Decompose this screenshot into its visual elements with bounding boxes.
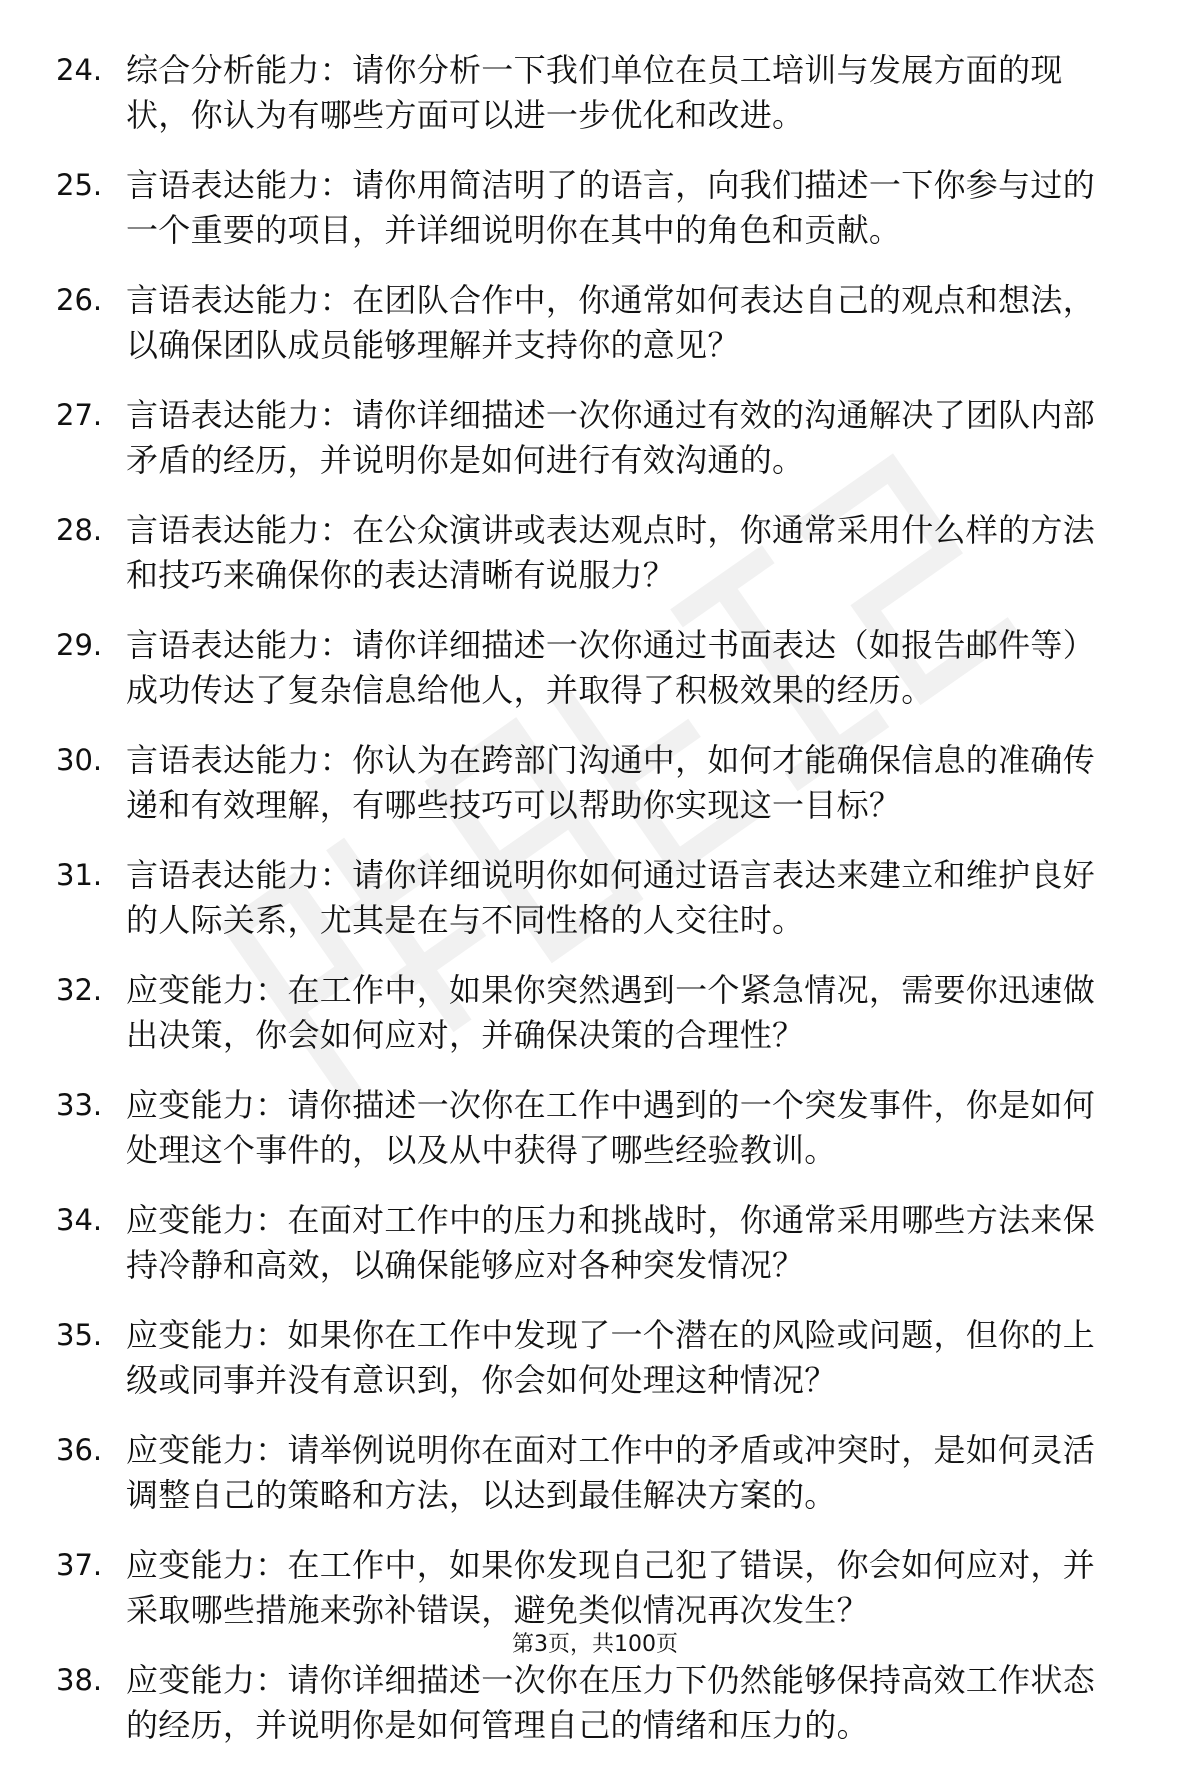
- question-text: 应变能力：请你详细描述一次你在压力下仍然能够保持高效工作状态的经历，并说明你是如何管理自己的情绪和压力的。: [126, 1661, 1096, 1744]
- question-text: 应变能力：在工作中，如果你突然遇到一个紧急情况，需要你迅速做出决策，你会如何应对，并确保决策的合理性？: [126, 971, 1096, 1054]
- question-number: 37.: [56, 1548, 103, 1582]
- question-item: [56, 163, 1116, 278]
- question-number: 38.: [56, 1663, 103, 1697]
- question-item: [56, 1083, 1116, 1198]
- question-number: 25.: [56, 168, 103, 202]
- question-item: [56, 738, 1116, 853]
- question-item: [56, 278, 1116, 393]
- question-text: 应变能力：如果你在工作中发现了一个潜在的风险或问题，但你的上级或同事并没有意识到，你会如何处理这种情况？: [126, 1316, 1096, 1399]
- question-text: 言语表达能力：在团队合作中，你通常如何表达自己的观点和想法，以确保团队成员能够理解并支持你的意见？: [126, 281, 1096, 364]
- question-text: 应变能力：请举例说明你在面对工作中的矛盾或冲突时，是如何灵活调整自己的策略和方法，以达到最佳解决方案的。: [126, 1431, 1096, 1514]
- question-text: 综合分析能力：请你分析一下我们单位在员工培训与发展方面的现状，你认为有哪些方面可以进一步优化和改进。: [126, 51, 1063, 134]
- question-text: 言语表达能力：请你详细说明你如何通过语言表达来建立和维护良好的人际关系，尤其是在与不同性格的人交往时。: [126, 856, 1096, 939]
- question-text: 言语表达能力：在公众演讲或表达观点时，你通常采用什么样的方法和技巧来确保你的表达清晰有说服力？: [126, 511, 1096, 594]
- question-item: [56, 393, 1116, 508]
- question-list: [56, 48, 1116, 1773]
- question-number: 33.: [56, 1088, 103, 1122]
- question-text: 应变能力：在面对工作中的压力和挑战时，你通常采用哪些方法来保持冷静和高效，以确保能够应对各种突发情况？: [126, 1201, 1096, 1284]
- question-text: 言语表达能力：请你详细描述一次你通过有效的沟通解决了团队内部矛盾的经历，并说明你是如何进行有效沟通的。: [126, 396, 1096, 479]
- question-text: 应变能力：在工作中，如果你发现自己犯了错误，你会如何应对，并采取哪些措施来弥补错误，避免类似情况再次发生？: [126, 1546, 1096, 1629]
- question-number: 27.: [56, 398, 103, 432]
- question-number: 31.: [56, 858, 103, 892]
- question-number: 24.: [56, 53, 103, 87]
- question-text: 言语表达能力：你认为在跨部门沟通中，如何才能确保信息的准确传递和有效理解，有哪些技巧可以帮助你实现这一目标？: [126, 741, 1096, 824]
- question-number: 26.: [56, 283, 103, 317]
- question-item: [56, 968, 1116, 1083]
- page-footer: 第3页，共100页: [512, 1632, 678, 1657]
- question-text: 言语表达能力：请你用简洁明了的语言，向我们描述一下你参与过的一个重要的项目，并详细说明你在其中的角色和贡献。: [126, 166, 1096, 249]
- question-number: 36.: [56, 1433, 103, 1467]
- question-number: 32.: [56, 973, 103, 1007]
- question-text: 言语表达能力：请你详细描述一次你通过书面表达（如报告邮件等）成功传达了复杂信息给他人，并取得了积极效果的经历。: [126, 626, 1096, 709]
- question-item: [56, 508, 1116, 623]
- question-text: 应变能力：请你描述一次你在工作中遇到的一个突发事件，你是如何处理这个事件的，以及从中获得了哪些经验教训。: [126, 1086, 1096, 1169]
- question-item: [56, 1313, 1116, 1428]
- question-item: [56, 1428, 1116, 1543]
- question-item: [56, 48, 1116, 163]
- question-item: [56, 853, 1116, 968]
- question-number: 30.: [56, 743, 103, 777]
- question-item: [56, 1198, 1116, 1313]
- question-number: 29.: [56, 628, 103, 662]
- question-number: 34.: [56, 1203, 103, 1237]
- question-item: [56, 1658, 1116, 1773]
- question-item: [56, 623, 1116, 738]
- question-number: 28.: [56, 513, 103, 547]
- question-number: 35.: [56, 1318, 103, 1352]
